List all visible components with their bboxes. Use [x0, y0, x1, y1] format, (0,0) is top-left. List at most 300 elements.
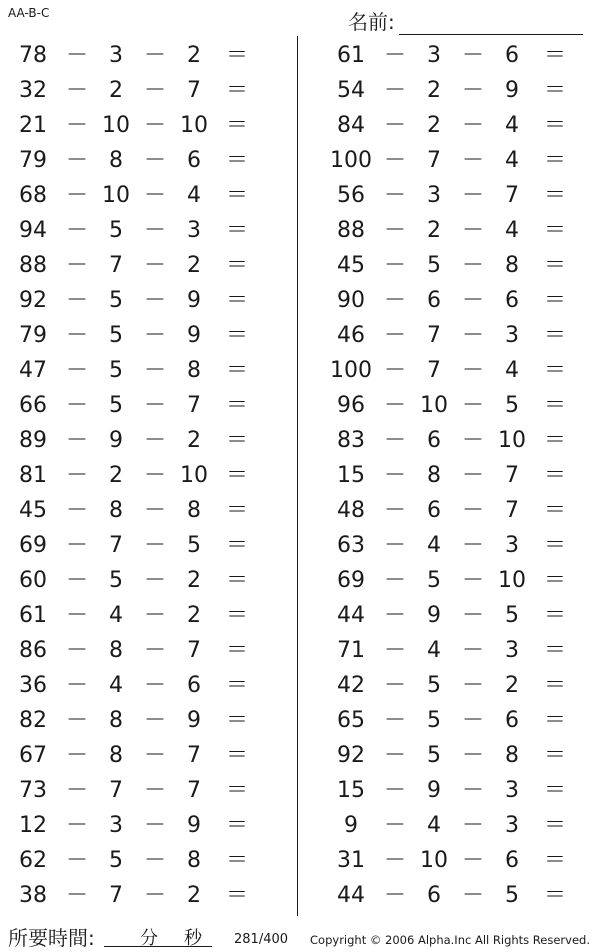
minus-sign: －	[384, 533, 407, 558]
minus-sign: －	[144, 428, 167, 453]
minus-sign: －	[384, 113, 407, 138]
equals-sign: ＝	[543, 113, 566, 138]
minuend: 67	[19, 743, 47, 768]
minus-sign: －	[144, 813, 167, 838]
subtrahend-1: 5	[109, 288, 123, 313]
minus-sign: －	[462, 428, 485, 453]
minus-sign: －	[66, 78, 89, 103]
name-blank-line[interactable]	[399, 16, 583, 35]
equals-sign: ＝	[225, 148, 248, 173]
problem-row	[318, 213, 600, 248]
problem-row	[318, 353, 600, 388]
problem-row	[318, 668, 600, 703]
minus-sign: －	[462, 813, 485, 838]
subtrahend-1: 3	[109, 43, 123, 68]
problem-row	[0, 458, 282, 493]
subtrahend-2: 4	[505, 218, 519, 243]
minus-sign: －	[144, 498, 167, 523]
subtrahend-2: 2	[505, 673, 519, 698]
subtrahend-2: 9	[187, 288, 201, 313]
minuend: 61	[337, 43, 365, 68]
minus-sign: －	[462, 603, 485, 628]
minus-sign: －	[384, 148, 407, 173]
problem-row	[0, 283, 282, 318]
problem-row	[318, 843, 600, 878]
problem-row	[0, 318, 282, 353]
minus-sign: －	[66, 428, 89, 453]
minus-sign: －	[384, 183, 407, 208]
equals-sign: ＝	[225, 708, 248, 733]
minus-sign: －	[384, 673, 407, 698]
problem-row	[0, 143, 282, 178]
minuend: 86	[19, 638, 47, 663]
problem-row	[0, 738, 282, 773]
subtrahend-1: 8	[109, 148, 123, 173]
subtrahend-1: 2	[109, 463, 123, 488]
subtrahend-1: 8	[109, 498, 123, 523]
minuend: 90	[337, 288, 365, 313]
subtrahend-2: 7	[505, 498, 519, 523]
minus-sign: －	[144, 323, 167, 348]
subtrahend-1: 5	[427, 708, 441, 733]
subtrahend-2: 9	[187, 813, 201, 838]
subtrahend-1: 9	[427, 603, 441, 628]
subtrahend-2: 8	[505, 743, 519, 768]
subtrahend-2: 10	[498, 428, 526, 453]
minuend: 15	[337, 778, 365, 803]
minuend: 54	[337, 78, 365, 103]
subtrahend-2: 4	[505, 148, 519, 173]
minus-sign: －	[66, 708, 89, 733]
subtrahend-2: 10	[498, 568, 526, 593]
column-divider	[297, 36, 298, 916]
problem-row	[0, 773, 282, 808]
equals-sign: ＝	[225, 568, 248, 593]
subtrahend-1: 8	[109, 708, 123, 733]
equals-sign: ＝	[225, 848, 248, 873]
problem-row	[318, 178, 600, 213]
equals-sign: ＝	[543, 708, 566, 733]
time-entry-field[interactable]	[104, 922, 212, 947]
minus-sign: －	[384, 848, 407, 873]
subtrahend-1: 2	[427, 78, 441, 103]
minus-sign: －	[384, 743, 407, 768]
minuend: 63	[337, 533, 365, 558]
subtrahend-1: 5	[109, 568, 123, 593]
minuend: 44	[337, 603, 365, 628]
problem-row	[318, 73, 600, 108]
subtrahend-2: 7	[505, 463, 519, 488]
minuend: 12	[19, 813, 47, 838]
subtrahend-1: 5	[427, 743, 441, 768]
minus-sign: －	[462, 253, 485, 278]
minus-sign: －	[66, 498, 89, 523]
problem-row	[318, 598, 600, 633]
equals-sign: ＝	[543, 603, 566, 628]
problem-row	[318, 633, 600, 668]
minus-sign: －	[462, 218, 485, 243]
subtrahend-1: 4	[427, 813, 441, 838]
subtrahend-1: 9	[109, 428, 123, 453]
equals-sign: ＝	[543, 253, 566, 278]
subtrahend-1: 10	[420, 848, 448, 873]
problem-row	[0, 213, 282, 248]
subtrahend-2: 3	[505, 813, 519, 838]
minus-sign: －	[462, 358, 485, 383]
equals-sign: ＝	[225, 463, 248, 488]
minus-sign: －	[462, 148, 485, 173]
subtrahend-1: 5	[427, 253, 441, 278]
problem-row	[0, 703, 282, 738]
minuend: 61	[19, 603, 47, 628]
subtrahend-1: 2	[109, 78, 123, 103]
minus-sign: －	[384, 43, 407, 68]
equals-sign: ＝	[543, 428, 566, 453]
equals-sign: ＝	[543, 883, 566, 908]
sheet-counter: 281/400	[234, 932, 289, 947]
minuend: 79	[19, 148, 47, 173]
minuend: 21	[19, 113, 47, 138]
minus-sign: －	[462, 533, 485, 558]
minuend: 92	[19, 288, 47, 313]
subtrahend-2: 2	[187, 603, 201, 628]
minuend: 66	[19, 393, 47, 418]
minus-sign: －	[384, 603, 407, 628]
problem-row	[318, 493, 600, 528]
minus-sign: －	[66, 218, 89, 243]
minus-sign: －	[384, 323, 407, 348]
subtrahend-1: 9	[427, 778, 441, 803]
minus-sign: －	[462, 463, 485, 488]
problem-row	[318, 878, 600, 913]
subtrahend-1: 2	[427, 218, 441, 243]
equals-sign: ＝	[543, 743, 566, 768]
minuend: 92	[337, 743, 365, 768]
subtrahend-1: 5	[427, 673, 441, 698]
minus-sign: －	[384, 288, 407, 313]
minus-sign: －	[66, 848, 89, 873]
minus-sign: －	[66, 288, 89, 313]
left-problem-column	[0, 38, 282, 913]
minuend: 89	[19, 428, 47, 453]
problem-row	[0, 493, 282, 528]
subtrahend-2: 9	[505, 78, 519, 103]
minus-sign: －	[384, 568, 407, 593]
minus-sign: －	[144, 848, 167, 873]
problem-row	[318, 773, 600, 808]
minuend: 45	[337, 253, 365, 278]
problem-row	[0, 108, 282, 143]
minuend: 88	[337, 218, 365, 243]
minus-sign: －	[462, 78, 485, 103]
minus-sign: －	[66, 463, 89, 488]
problem-row	[0, 38, 282, 73]
minus-sign: －	[66, 603, 89, 628]
minuend: 36	[19, 673, 47, 698]
problem-row	[0, 178, 282, 213]
minuend: 69	[337, 568, 365, 593]
minus-sign: －	[384, 638, 407, 663]
subtrahend-1: 7	[109, 253, 123, 278]
subtrahend-1: 4	[427, 533, 441, 558]
subtrahend-2: 3	[505, 533, 519, 558]
subtrahend-2: 6	[187, 673, 201, 698]
equals-sign: ＝	[225, 358, 248, 383]
equals-sign: ＝	[225, 743, 248, 768]
subtrahend-1: 7	[109, 883, 123, 908]
minus-sign: －	[462, 43, 485, 68]
minuend: 48	[337, 498, 365, 523]
minuend: 38	[19, 883, 47, 908]
equals-sign: ＝	[225, 183, 248, 208]
minus-sign: －	[384, 253, 407, 278]
equals-sign: ＝	[543, 78, 566, 103]
minuend: 68	[19, 183, 47, 208]
minus-sign: －	[66, 813, 89, 838]
minuend: 46	[337, 323, 365, 348]
subtrahend-1: 6	[427, 428, 441, 453]
minuend: 100	[330, 148, 372, 173]
minus-sign: －	[144, 743, 167, 768]
minuend: 81	[19, 463, 47, 488]
minuend: 15	[337, 463, 365, 488]
equals-sign: ＝	[543, 533, 566, 558]
minus-sign: －	[66, 358, 89, 383]
subtrahend-2: 7	[187, 743, 201, 768]
minus-sign: －	[144, 358, 167, 383]
subtrahend-1: 3	[427, 183, 441, 208]
subtrahend-2: 5	[505, 883, 519, 908]
equals-sign: ＝	[225, 43, 248, 68]
subtrahend-2: 5	[505, 603, 519, 628]
minus-sign: －	[144, 568, 167, 593]
minus-sign: －	[462, 778, 485, 803]
problem-row	[318, 423, 600, 458]
subtrahend-1: 2	[427, 113, 441, 138]
subtrahend-2: 6	[505, 708, 519, 733]
subtrahend-2: 6	[187, 148, 201, 173]
equals-sign: ＝	[225, 603, 248, 628]
minus-sign: －	[384, 393, 407, 418]
subtrahend-2: 2	[187, 883, 201, 908]
subtrahend-2: 7	[187, 638, 201, 663]
problem-row	[318, 528, 600, 563]
problem-row	[318, 108, 600, 143]
minuend: 47	[19, 358, 47, 383]
minus-sign: －	[144, 778, 167, 803]
minus-sign: －	[462, 743, 485, 768]
minus-sign: －	[144, 638, 167, 663]
equals-sign: ＝	[225, 428, 248, 453]
problem-row	[318, 143, 600, 178]
subtrahend-2: 6	[505, 43, 519, 68]
subtrahend-1: 7	[427, 323, 441, 348]
minuend: 32	[19, 78, 47, 103]
subtrahend-1: 8	[109, 638, 123, 663]
minuend: 71	[337, 638, 365, 663]
subtrahend-1: 3	[109, 813, 123, 838]
problem-row	[318, 458, 600, 493]
subtrahend-2: 2	[187, 43, 201, 68]
minus-sign: －	[144, 43, 167, 68]
subtrahend-2: 6	[505, 288, 519, 313]
problem-row	[318, 248, 600, 283]
problem-row	[0, 388, 282, 423]
time-required-label: 所要時間:	[8, 926, 95, 950]
minuend: 83	[337, 428, 365, 453]
minus-sign: －	[462, 883, 485, 908]
subtrahend-2: 3	[505, 638, 519, 663]
subtrahend-2: 8	[187, 358, 201, 383]
minus-sign: －	[462, 393, 485, 418]
subtrahend-2: 10	[180, 463, 208, 488]
minus-sign: －	[144, 883, 167, 908]
equals-sign: ＝	[543, 813, 566, 838]
seconds-label: 秒	[184, 928, 202, 949]
minus-sign: －	[462, 673, 485, 698]
problem-row	[318, 563, 600, 598]
subtrahend-1: 4	[109, 673, 123, 698]
equals-sign: ＝	[543, 498, 566, 523]
subtrahend-2: 5	[505, 393, 519, 418]
problem-row	[0, 878, 282, 913]
equals-sign: ＝	[225, 813, 248, 838]
subtrahend-2: 7	[187, 393, 201, 418]
minuend: 44	[337, 883, 365, 908]
minus-sign: －	[144, 113, 167, 138]
minus-sign: －	[384, 358, 407, 383]
minus-sign: －	[144, 78, 167, 103]
subtrahend-2: 8	[187, 498, 201, 523]
equals-sign: ＝	[225, 533, 248, 558]
equals-sign: ＝	[543, 638, 566, 663]
minuend: 88	[19, 253, 47, 278]
minus-sign: －	[66, 253, 89, 278]
equals-sign: ＝	[543, 848, 566, 873]
subtrahend-1: 5	[109, 358, 123, 383]
subtrahend-2: 9	[187, 708, 201, 733]
minus-sign: －	[66, 183, 89, 208]
equals-sign: ＝	[225, 78, 248, 103]
minus-sign: －	[384, 778, 407, 803]
problem-row	[0, 598, 282, 633]
minus-sign: －	[384, 463, 407, 488]
subtrahend-2: 10	[180, 113, 208, 138]
problem-row	[318, 738, 600, 773]
subtrahend-1: 5	[109, 323, 123, 348]
minus-sign: －	[144, 218, 167, 243]
minus-sign: －	[144, 533, 167, 558]
equals-sign: ＝	[543, 393, 566, 418]
subtrahend-2: 8	[187, 848, 201, 873]
equals-sign: ＝	[225, 883, 248, 908]
name-label: 名前:	[348, 10, 395, 34]
problem-row	[0, 353, 282, 388]
subtrahend-2: 2	[187, 568, 201, 593]
minus-sign: －	[144, 253, 167, 278]
equals-sign: ＝	[225, 638, 248, 663]
minus-sign: －	[66, 323, 89, 348]
problem-row	[0, 423, 282, 458]
subtrahend-1: 7	[109, 778, 123, 803]
equals-sign: ＝	[543, 183, 566, 208]
equals-sign: ＝	[225, 288, 248, 313]
minus-sign: －	[462, 848, 485, 873]
subtrahend-1: 10	[102, 113, 130, 138]
minus-sign: －	[384, 883, 407, 908]
minuend: 82	[19, 708, 47, 733]
equals-sign: ＝	[543, 323, 566, 348]
problem-row	[318, 388, 600, 423]
minus-sign: －	[384, 218, 407, 243]
minus-sign: －	[66, 883, 89, 908]
problem-row	[318, 283, 600, 318]
problem-row	[0, 668, 282, 703]
minuend: 78	[19, 43, 47, 68]
equals-sign: ＝	[225, 673, 248, 698]
minus-sign: －	[66, 533, 89, 558]
subtrahend-1: 8	[427, 463, 441, 488]
minus-sign: －	[66, 393, 89, 418]
copyright-notice: Copyright © 2006 Alpha.Inc All Rights Reserved.	[310, 933, 590, 947]
subtrahend-2: 9	[187, 323, 201, 348]
subtrahend-1: 6	[427, 498, 441, 523]
minuend: 62	[19, 848, 47, 873]
subtrahend-2: 2	[187, 428, 201, 453]
equals-sign: ＝	[225, 778, 248, 803]
equals-sign: ＝	[543, 673, 566, 698]
problem-row	[0, 633, 282, 668]
minus-sign: －	[462, 498, 485, 523]
equals-sign: ＝	[225, 113, 248, 138]
problem-row	[318, 38, 600, 73]
subtrahend-1: 10	[102, 183, 130, 208]
subtrahend-1: 6	[427, 883, 441, 908]
minus-sign: －	[384, 498, 407, 523]
equals-sign: ＝	[225, 253, 248, 278]
subtrahend-2: 7	[187, 78, 201, 103]
minus-sign: －	[384, 708, 407, 733]
minuend: 100	[330, 358, 372, 383]
minuend: 69	[19, 533, 47, 558]
worksheet-code: AA-B-C	[8, 6, 50, 20]
equals-sign: ＝	[543, 358, 566, 383]
subtrahend-2: 2	[187, 253, 201, 278]
minuend: 31	[337, 848, 365, 873]
minus-sign: －	[462, 323, 485, 348]
minus-sign: －	[384, 78, 407, 103]
subtrahend-2: 3	[505, 323, 519, 348]
problem-row	[0, 843, 282, 878]
problem-row	[0, 248, 282, 283]
minus-sign: －	[384, 428, 407, 453]
subtrahend-1: 4	[109, 603, 123, 628]
equals-sign: ＝	[543, 43, 566, 68]
equals-sign: ＝	[225, 393, 248, 418]
subtrahend-1: 7	[427, 148, 441, 173]
minus-sign: －	[66, 113, 89, 138]
minus-sign: －	[66, 568, 89, 593]
problem-row	[0, 563, 282, 598]
minus-sign: －	[66, 43, 89, 68]
equals-sign: ＝	[543, 568, 566, 593]
minuend: 79	[19, 323, 47, 348]
subtrahend-2: 3	[505, 778, 519, 803]
subtrahend-2: 6	[505, 848, 519, 873]
subtrahend-1: 10	[420, 393, 448, 418]
minutes-label: 分	[140, 928, 158, 949]
minuend: 73	[19, 778, 47, 803]
